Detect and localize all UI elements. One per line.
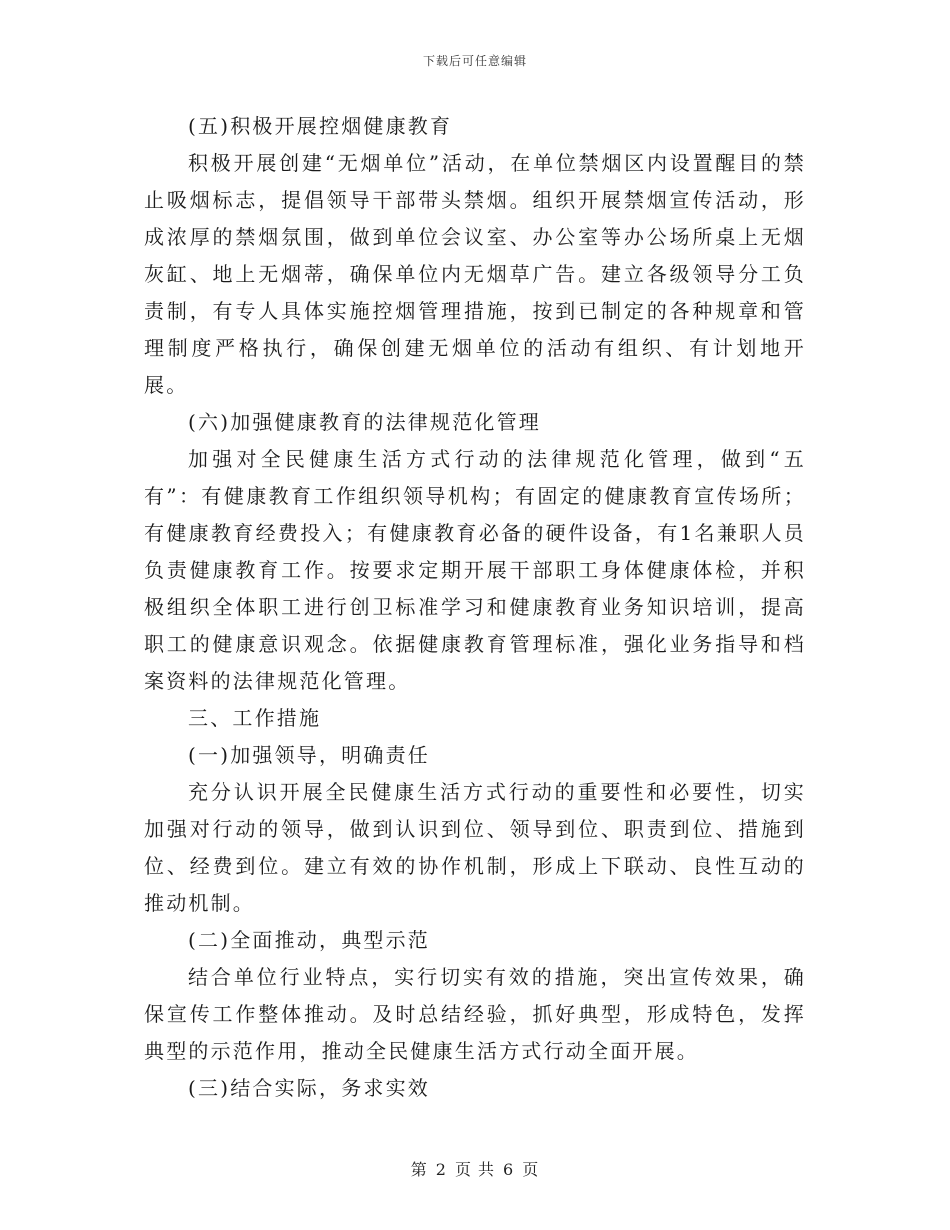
document-body	[144, 108, 806, 1107]
heading-practical: (三)结合实际，务求实效	[188, 1076, 431, 1100]
footer-total-pages: 6	[503, 1160, 515, 1179]
heading-smoke-control: (五)积极开展控烟健康教育	[188, 114, 453, 138]
footer-prefix: 第	[410, 1160, 428, 1179]
page-footer	[0, 1157, 950, 1180]
footer-middle: 页 共	[454, 1160, 496, 1179]
paragraph-five-haves: 加强对全民健康生活方式行动的法律规范化管理，做到“五有”：有健康教育工作组织领导机构；有固定的健康教育宣传场所；有健康教育经费投入；有健康教育必备的硬件设备，有1名兼职人员负责健康教育工作。按要求定期开展干部职工身体健康体检，并积极组织全体职工进行创卫标准学习和健康教育业务知识培训，提高职工的健康意识观念。依据健康教育管理标准，强化业务指导和档案资料的法律规范化管理。	[144, 447, 806, 693]
heading-work-measures: 三、工作措施	[188, 706, 322, 730]
paragraph-smoke-free: 积极开展创建“无烟单位”活动，在单位禁烟区内设置醒目的禁止吸烟标志，提倡领导干部带头禁烟。组织开展禁烟宣传活动，形成浓厚的禁烟氛围，做到单位会议室、办公室等办公场所桌上无烟灰缸、地上无烟蒂，确保单位内无烟草广告。建立各级领导分工负责制，有专人具体实施控烟管理措施，按到已制定的各种规章和管理制度严格执行，确保创建无烟单位的活动有组织、有计划地开展。	[144, 151, 806, 397]
heading-promotion: (二)全面推动，典型示范	[188, 928, 431, 952]
heading-legal-management: (六)加强健康教育的法律规范化管理	[188, 410, 542, 434]
paragraph-leadership: 充分认识开展全民健康生活方式行动的重要性和必要性，切实加强对行动的领导，做到认识到位、领导到位、职责到位、措施到位、经费到位。建立有效的协作机制，形成上下联动、良性互动的推动机制。	[144, 780, 806, 915]
paragraph-promotion: 结合单位行业特点，实行切实有效的措施，突出宣传效果，确保宣传工作整体推动。及时总结经验，抓好典型，形成特色，发挥典型的示范作用，推动全民健康生活方式行动全面开展。	[144, 965, 806, 1063]
footer-page-number: 2	[435, 1160, 447, 1179]
footer-suffix: 页	[522, 1160, 540, 1179]
heading-leadership: (一)加强领导，明确责任	[188, 743, 431, 767]
page-header: 下载后可任意编辑	[422, 54, 527, 68]
